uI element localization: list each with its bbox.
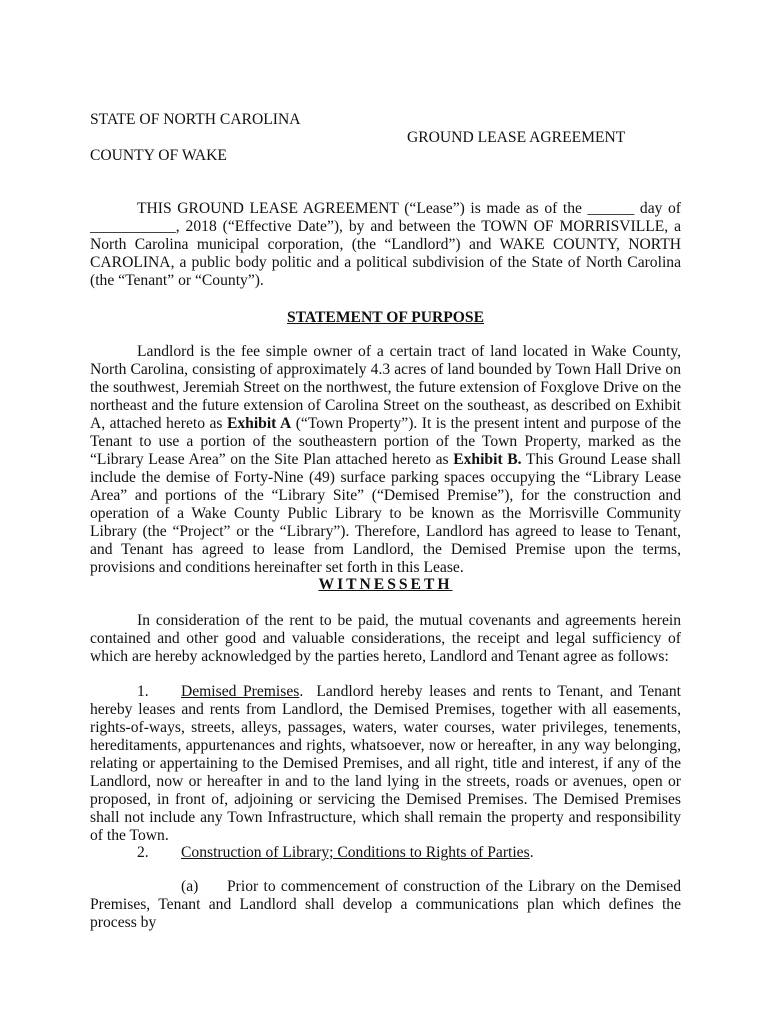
county-heading: COUNTY OF WAKE	[90, 147, 227, 164]
section-1-number: 1.	[137, 683, 149, 700]
section-2a-text: Prior to commencement of construction of the Library on the Demised Premises, Tenant and Landlord shall develop a communications plan which defines the process by	[90, 878, 681, 931]
state-heading: STATE OF NORTH CAROLINA	[90, 111, 301, 128]
section-2-number: 2.	[137, 844, 149, 861]
section-2a-paragraph	[90, 878, 681, 932]
intro-paragraph: THIS GROUND LEASE AGREEMENT (“Lease”) is made as of the ______ day of ___________, 2018 (“Effective Date”), by and between the TOWN OF MORRISVILLE, a North Carolina municipal corporation, (the “Landlord”) and WAKE COUNTY, NORTH CAROLINA, a public body politic and a political subdivision of the State of North Carolina (the “Tenant” or “County”).	[90, 200, 681, 289]
document-title: GROUND LEASE AGREEMENT	[407, 129, 626, 146]
purpose-paragraph	[90, 343, 681, 577]
exhibit-a-ref: Exhibit A	[226, 415, 292, 432]
section-2-title: Construction of Library; Conditions to Rights of Parties	[181, 844, 530, 861]
purpose-text-1: Landlord is the fee simple owner of a certain tract of land located in Wake County, North Carolina, consisting of approximately 4.3 acres of land bounded by Town Hall Drive on the southwest, Jeremiah Street on the northwest, the future extension of Foxglove Drive on the northeast and the future extension of Carolina Street on the southeast, as described on Exhibit A, attached hereto as	[90, 343, 681, 432]
purpose-text-2: (“Town Property”). It is the present intent and purpose of the Tenant to use a portion of the southeastern portion of the Town Property, marked as the “Library Lease Area” on the Site Plan attached hereto as	[90, 415, 681, 468]
purpose-text-3: This Ground Lease shall include the demise of Forty-Nine (49) surface parking spaces occupying the “Library Lease Area” and portions of the “Library Site” (“Demised Premise”), for the construction and operation of a Wake County Public Library to be known as the Morrisville Community Library (the “Project” or the “Library”). Therefore, Landlord has agreed to lease to Tenant, and Tenant has agreed to lease from Landlord, the Demised Premise upon the terms, provisions and conditions hereinafter set forth in this Lease.	[90, 451, 681, 576]
exhibit-b-ref: Exhibit B.	[453, 451, 522, 468]
section-2-heading: 2. Construction of Library; Conditions to Rights of Parties.	[137, 844, 534, 861]
section-1-paragraph: 1. Demised Premises. Landlord hereby leases and rents to Tenant, and Tenant hereby leases and rents from Landlord, the Demised Premises, together with all easements, rights-of-ways, streets, alleys, passages, waters, water courses, water privileges, tenements, hereditaments, appurtenances and rights, whatsoever, now or hereafter, in any way belonging, relating or appertaining to the Demised Premises, and all right, title and interest, if any of the Landlord, now or hereafter in and to the land lying in the streets, roads or avenues, open or proposed, in front of, adjoining or servicing the Demised Premises. The Demised Premises shall not include any Town Infrastructure, which shall remain the property and responsibility of the Town.	[90, 683, 681, 844]
section-1-title: Demised Premises	[181, 683, 300, 700]
section-1-body: Landlord hereby leases and rents to Tenant, and Tenant hereby leases and rents from Landlord, the Demised Premises, together with all easements, rights-of-ways, streets, alleys, passages, waters, water courses, water privileges, tenements, hereditaments, appurtenances and rights, whatsoever, now or hereafter, in any way belonging, relating or appertaining to the Demised Premises, and all right, title and interest, if any of the Landlord, now or hereafter in and to the land lying in the streets, roads or avenues, open or proposed, in front of, adjoining or servicing the Demised Premises. The Demised Premises shall not include any Town Infrastructure, which shall remain the property and responsibility of the Town.	[90, 683, 681, 844]
section-2a-label: (a)	[181, 878, 199, 895]
witnesseth-paragraph: In consideration of the rent to be paid, the mutual covenants and agreements herein contained and other good and valuable considerations, the receipt and legal sufficiency of which are hereby acknowledged by the parties hereto, Landlord and Tenant agree as follows:	[90, 612, 681, 665]
statement-of-purpose-heading: STATEMENT OF PURPOSE	[287, 309, 484, 326]
witnesseth-heading: WITNESSETH	[318, 576, 453, 593]
